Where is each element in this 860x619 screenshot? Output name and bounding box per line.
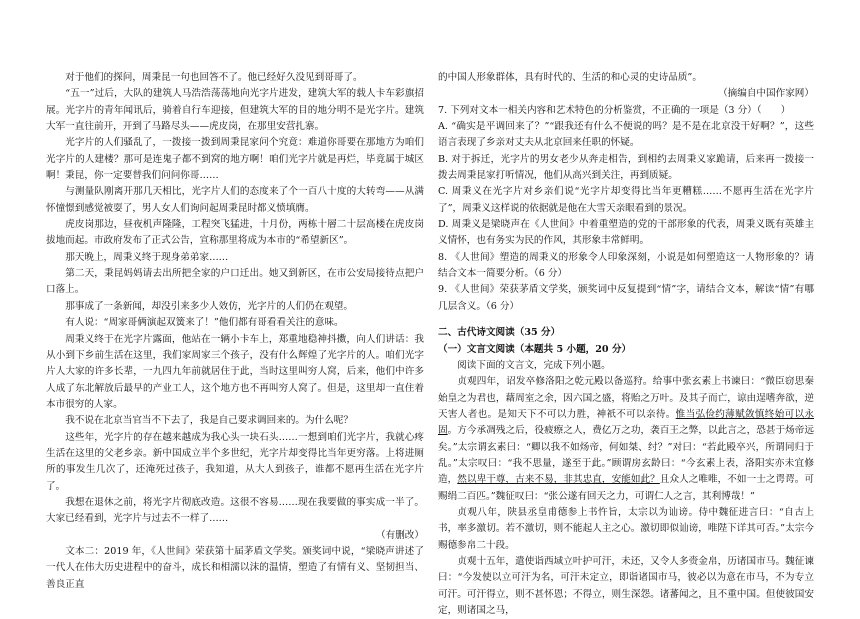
- paragraph: 虎皮岗那边，昼夜机声隆隆，工程突飞猛进，十月份，两栋十層二十层高楼在虎皮岗拔地而起。市政府发布了正式公告，宣称那里将成为本市的“希望新区”。: [46, 219, 424, 247]
- paragraph: 我想在退休之前，将光字片彻底改造。这很不容易……现在我要做的事实成一半了。大家已经看到，光字片与过去不一样了……: [46, 496, 424, 525]
- paragraph: 这些年，光字片的存在越来越成为我心头一块石头……一想到咱们光字片，我就心疼生活在这里的父老乡亲。新中国成立半个多世纪，光字片却变得比当年更穷落。上将进厕所的事发生几次了，还淹死过孩子，我知道，从大人到孩子，谁都不愿再生活在光字片了。: [46, 431, 424, 492]
- source-note: （摘编自中国作家网）: [718, 88, 814, 100]
- edit-note: （有删改）: [376, 529, 424, 541]
- section-heading: 二、古代诗文阅读（35 分）: [438, 327, 561, 339]
- paragraph: 我不说在北京当官当不下去了，我是自己要求调回来的。为什么呢？: [65, 415, 353, 427]
- question-9: 9. 《人世间》荣获茅盾文学奖，颁奖词中反复提到“情”字，请结合文本，解读“情”有哪几层含义。（6 分）: [438, 284, 814, 312]
- option-d: D. 周秉义是梁晓声在《人世间》中着重塑造的党的干部形象的代表，周秉义既有英雄主义情怀，也有务实为民的作风，其形象丰常鲜明。: [438, 219, 814, 247]
- paragraph: 那事成了一条新闻，却没引来多少人效仿，光字片的人们仍在观望。: [65, 300, 353, 312]
- spacer: [438, 315, 814, 325]
- classical-passage: [438, 374, 814, 505]
- paragraph: 周秉义终于在光字片露面，他站在一辆小卡车上，郑重地稳神抖擞，向人们讲话：我从小到下乡前生活在这里，我们家周家三个孩子，没有什么辉煌了光字片的人。咱们光字片人大家的许多长辈，一九四九年前就居住于此，当时这里叫穷人窝，后来，他们中许多人成了东北解放后最早的产业工人，这个地方也不再叫穷人窝了。但是，这里却一直住着本市很穷的人家。: [46, 333, 424, 410]
- question-8: 8. 《人世间》塑造的周秉义的形象令人印象深刻，小说是如何塑造这一人物形象的？请结合文本一简要分析。（6 分）: [438, 251, 814, 280]
- passage-text: 且众人之唯唯，不如一士之谔谔。可赐绢二百匹。”魏征叹曰：“张公遂有回天之力，可谓仁人之言，其利博哉！”: [438, 474, 815, 502]
- underlined-sentence: 然以卑干尊，古来不易，非其忠直，安能如此？: [457, 474, 660, 486]
- classical-passage: 贞观十五年，遣使诣西域立叶护可汗，未还，又令人多赍金帛，历诸国市马。魏征谏曰：“今发使以立可汗为名，可汗未定立，即诣诸国市马，彼必以为意在市马，不为专立可汗。可汗得立，则不甚怀恩；不得立，则生深怨。诸蕃闻之，且不重中国。但使彼国安定，则诸国之马，: [438, 555, 814, 616]
- left-column: [46, 70, 424, 593]
- question-7: 7. 下列对文本一相关内容和艺术特色的分析鉴赏，不正确的一项是（3 分）（ ）: [438, 104, 791, 116]
- paragraph: 文本二：2019 年，《人世间》荣获第十届茅盾文学奖。颁奖词中说，“梁晓声讲述了一代人在伟大历史进程中的奋斗，成长和相濡以沫的温情，塑造了有情有义、坚韧担当、善良正直: [46, 545, 424, 590]
- right-column: [438, 70, 814, 619]
- passage-text: 。方今承凋残之后，役疲瘵之人，费亿万之功，袭百王之弊，以此言之，恐甚于炀帝远矣。”太宗谓玄素曰：“卿以我不如炀帝，何如桀、纣？”对曰：“若此殿卒兴，所谓同归于乱。”太宗叹曰：“我不思量，遂至于此。”顾谓房玄龄曰：“今玄素上表，洛阳实亦未宜修造，: [438, 425, 815, 486]
- option-a: A. “确实是平调回来了？”“跟我还有什么不便说的吗？是不是在北京没干好啊？”，这些语言表现了乡亲对丈夫从北京回来任职的怀疑。: [438, 121, 814, 149]
- paragraph: “五一”过后，大队的建筑人马浩浩荡荡地向光字片进发，建筑大军的载人卡车彩旗招展。光字片的青年闻讯后，骑着自行车迎接，但建筑大军的目的地分明不是光字片。建筑大军一直往前开，开到了马路尽头——虎皮岗，在那里安营扎寨。: [46, 88, 424, 133]
- paragraph: 第二天，秉昆妈妈请去出所把全家的户口迁出。她又到新区，在市公安局接待点把户口落上。: [46, 268, 424, 296]
- paragraph: 那天晚上，周秉义终于现身弟弟家……: [65, 251, 229, 263]
- paragraph: 有人说：“周家哥俩演起双簧来了！”他们都有哥看看关注的意味。: [65, 317, 344, 329]
- instruction: 阅读下面的文言文，完成下列小题。: [457, 359, 611, 371]
- option-c: C. 周秉义在光字片对乡亲们说“光字片却变得比当年更糟糕……不愿再生活在光字片了”，周秉义这样说的依据就是他在大雪天亲眼看到的景况。: [438, 186, 814, 214]
- classical-passage: 贞观八年，陕县丞皇甫德参上书忤旨，太宗以为讪谤。侍中魏征进言曰：“自古上书，率多激切。若不激切，则不能起人主之心。激切即似讪谤，唯陛下详其可否。”太宗今赐德参帛二十段。: [438, 506, 814, 551]
- paragraph: 的中国人形象群体，具有时代的、生活的和心灵的史诗品质”。: [438, 72, 702, 83]
- underlined-sentence: 惟当弘俭约薄赋敛慎终始可以永固: [438, 408, 815, 437]
- paragraph: 光字片的人们骚乱了，一拨接一拨到周秉昆家问个究竟：难道你哥要在那地方为咱们光字片的人建楼？那可是连鬼子都不到窝的地方啊！咱们光字片就是再烂，毕竟属于城区啊！秉昆，你一定要替我们问问你哥……: [46, 137, 424, 182]
- passage-text: 贞观四年，诏发卒修洛阳之乾元殿以备巡狩。给事中张玄素上书谏曰：“微臣窃思秦始皇之为君也，藉周室之余，因六国之盛，将贻之万叶。及其子而亡，谅由逞嗜奔欲，逆天害人者也。是知天下不可以力胜，神祇不可以亲待。: [438, 376, 814, 420]
- subsection-heading: （一）文言文阅读（本题共 5 小题，20 分）: [438, 343, 632, 355]
- paragraph: 对于他们的探问，周秉昆一句也回答不了。他已经好久没见到哥哥了。: [65, 72, 363, 83]
- paragraph: 与测量队刚离开那几天相比，光字片人们的态度来了个一百八十度的大转弯——从满怀憧憬到感觉被耍了，男人女人们询问起周秉昆时都义愤填膺。: [46, 186, 424, 214]
- option-b: B. 对于拆迁，光字片的男女老少从奔走相告，到相约去周秉义家跪请，后来再一拨接一拨去周秉昆家打听情况，他们从高兴到关注，再到质疑。: [438, 153, 814, 182]
